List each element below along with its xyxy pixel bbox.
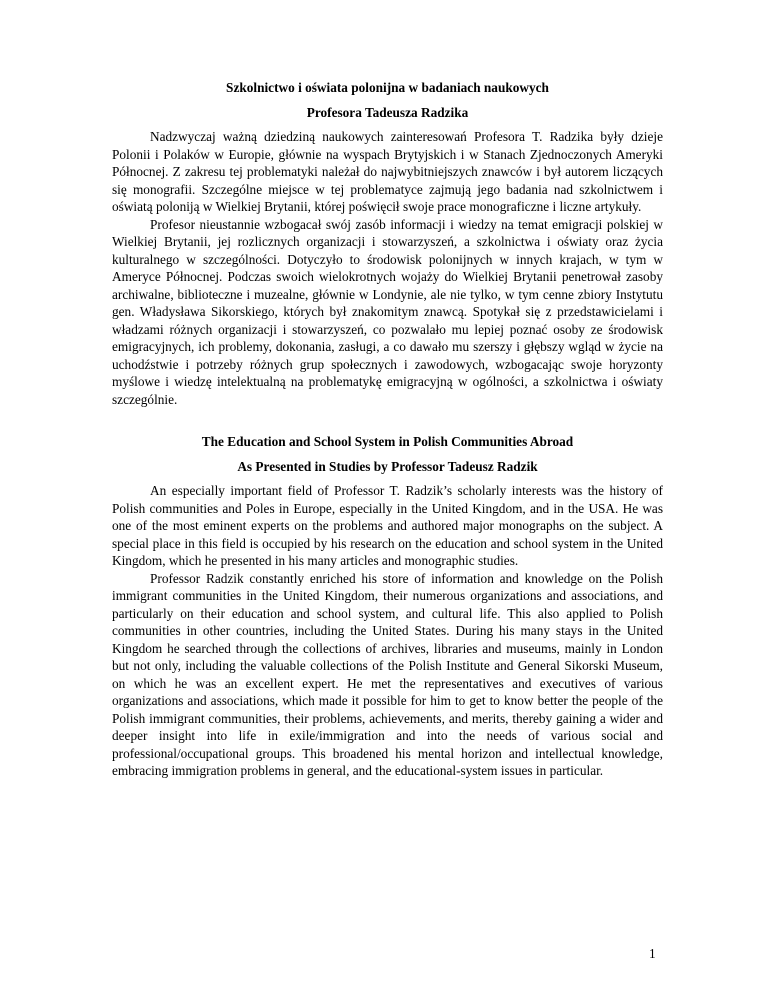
- polish-title-line2: Profesora Tadeusza Radzika: [306, 105, 469, 120]
- english-title-line1: The Education and School System in Polish Communities Abroad: [201, 434, 574, 449]
- polish-paragraph-1: Nadzwyczaj ważną dziedziną naukowych zainteresowań Profesora T. Radzika były dzieje Polonii i Polaków w Europie, głównie na wyspach Brytyjskich i w Stanach Zjednoczonych Ameryki Północnej. Z zakresu tej problematyki należał do najwybitniejszych znawców i był autorem liczących się monografii. Szczególne miejsce w tej problematyce zajmują jego badania nad szkolnictwem i oświatą poloniją w Wielkiej Brytanii, której poświęcił swoje prace monograficzne i liczne artykuły.: [112, 129, 663, 214]
- polish-title-line1: Szkolnictwo i oświata polonijna w badaniach naukowych: [226, 80, 549, 95]
- polish-paragraph-2: Profesor nieustannie wzbogacał swój zasób informacji i wiedzy na temat emigracji polskiej w Wielkiej Brytanii, jej rozlicznych organizacji i stowarzyszeń, a szkolnictwa i oświaty oraz życia kulturalnego w szczególności. Dotyczyło to środowisk polonijnych w innych krajach, w tym w Ameryce Północnej. Podczas swoich wielokrotnych wojaży do Wielkiej Brytanii penetrował zasoby archiwalne, biblioteczne i muzealne, głównie w Londynie, ale nie tylko, w tym cenne zbiory Instytutu gen. Władysława Sikorskiego, których był znakomitym znawcą. Spotykał się z przedstawicielami i władzami różnych organizacji i stowarzyszeń, co pozwalało mu lepiej poznać osoby ze środowisk emigracyjnych, ich problemy, dokonania, zasługi, a co dawało mu szerszy i głębszy wgląd w życie na uchodźstwie i potrzeby różnych grup społecznych i zawodowych, wzbogacając swoje horyzonty myślowe i wiedzę intelektualną na problematykę emigracyjną w ogólności, a szkolnictwa i oświaty szczególnie.: [112, 216, 663, 407]
- english-section: [112, 432, 663, 780]
- english-paragraph-1: An especially important field of Professor T. Radzik’s scholarly interests was the history of Polish communities and Poles in Europe, especially in the United Kingdom, and in the USA. He was one of the most eminent experts on the problems and authored major monographs on the subject. A special place in this field is occupied by his research on the education and school system in the United Kingdom, which he presented in his many articles and monographic studies.: [112, 483, 663, 568]
- section-spacer: [112, 408, 663, 432]
- english-paragraph-2: Professor Radzik constantly enriched his store of information and knowledge on the Polish immigrant communities in the United Kingdom, their numerous organizations and associations, and particularly on their education and school system, and cultural life. This also applied to Polish communities in other countries, including the United States. During his many stays in the United Kingdom he searched through the collections of archives, libraries and museums, mainly in London but not only, including the valuable collections of the Polish Institute and General Sikorski Museum, on which he was an excellent expert. He met the representatives and executives of various organizations and associations, which made it possible for him to get to know better the people of the Polish immigrant communities, their problems, achievements, and merits, thereby gaining a wider and deeper insight into life in exile/immigration and into the needs of various social and professional/occupational groups. This broadened his mental horizon and intellectual knowledge, embracing immigration problems in general, and the educational-system issues in particular.: [112, 570, 663, 778]
- page-number: 1: [649, 946, 656, 961]
- english-title-line2: As Presented in Studies by Professor Tadeusz Radzik: [237, 459, 538, 474]
- document-page: [112, 78, 663, 780]
- polish-section: [112, 78, 663, 408]
